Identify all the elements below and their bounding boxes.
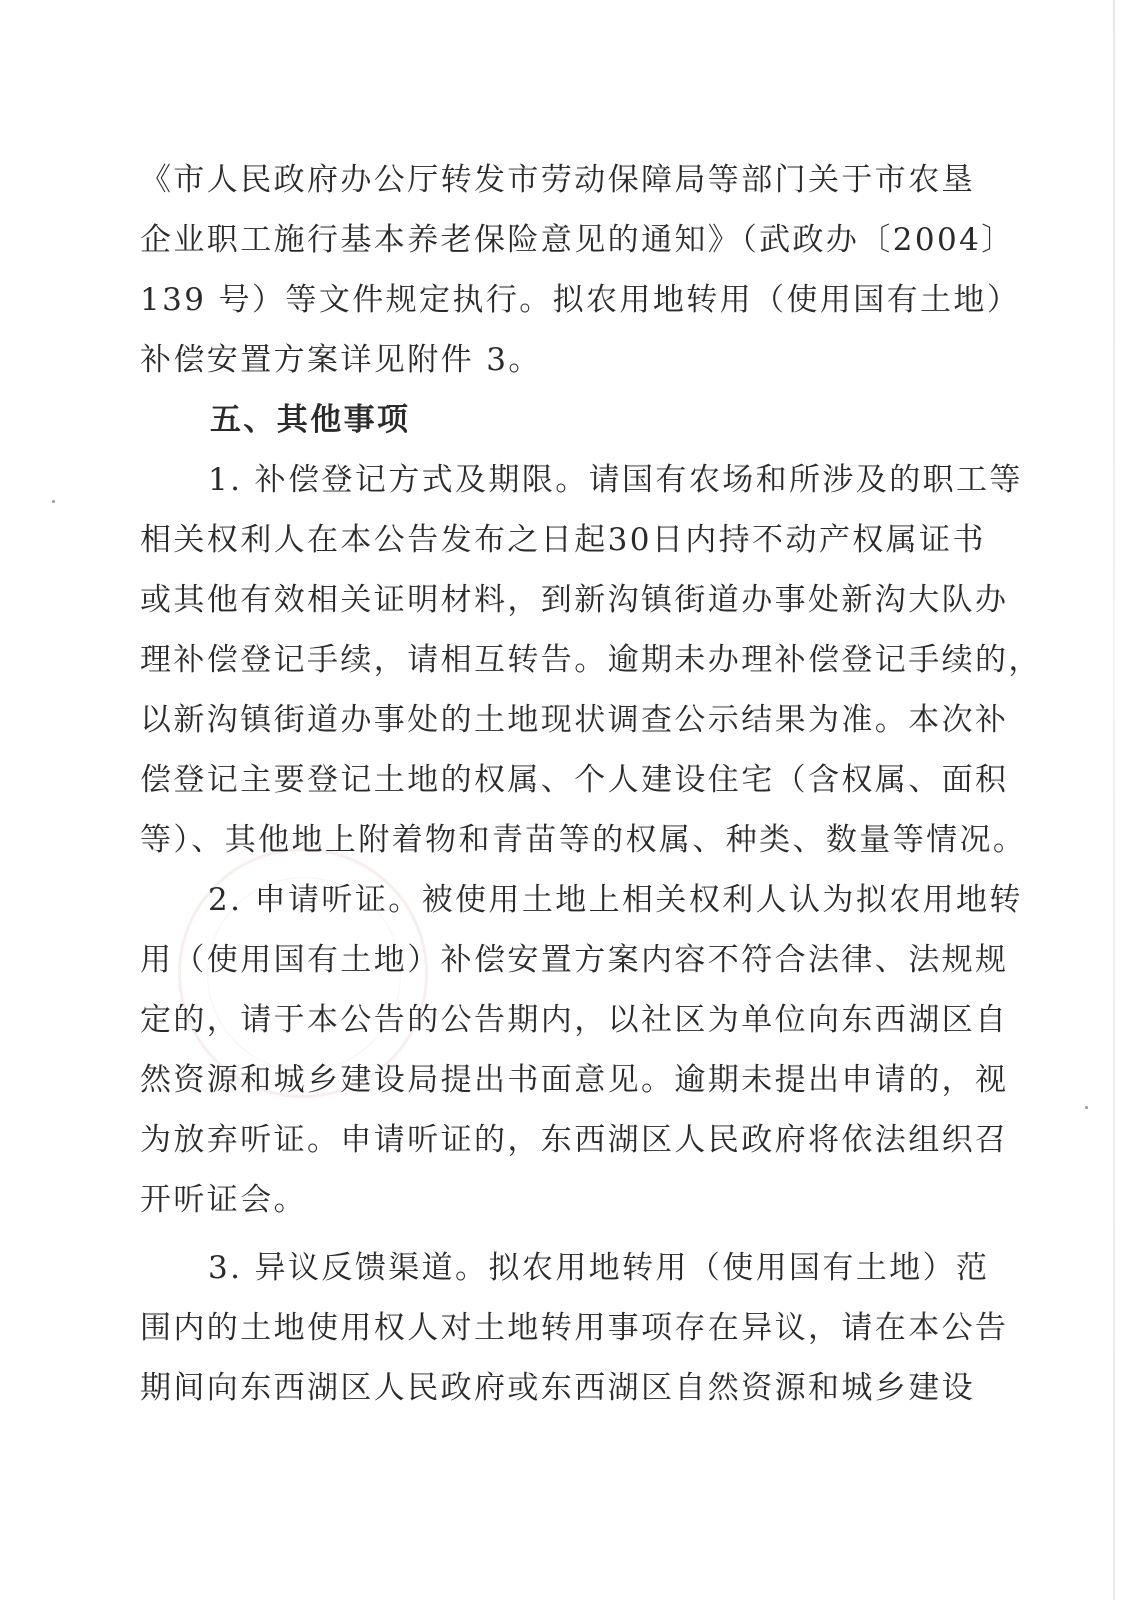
body-line: 补偿安置方案详见附件 3。 <box>140 342 542 378</box>
body-line: 偿登记主要登记土地的权属、个人建设住宅（含权属、面积 <box>140 762 1009 798</box>
paragraph-start-line: 1. 补偿登记方式及期限。请国有农场和所涉及的职工等 <box>208 462 1023 498</box>
scan-speck <box>52 500 55 503</box>
body-line: 开听证会。 <box>140 1182 307 1218</box>
body-line: 139 号）等文件规定执行。拟农用地转用（使用国有土地） <box>140 282 1021 318</box>
body-line: 然资源和城乡建设局提出书面意见。逾期未提出申请的，视 <box>140 1062 1009 1098</box>
paragraph-start-line: 3. 异议反馈渠道。拟农用地转用（使用国有土地）范 <box>208 1250 990 1286</box>
scan-speck <box>1085 1106 1088 1109</box>
body-line: 以新沟镇街道办事处的土地现状调查公示结果为准。本次补 <box>140 702 1009 738</box>
body-line: 用（使用国有土地）补偿安置方案内容不符合法律、法规规 <box>140 942 1009 978</box>
paragraph-start-line: 2. 申请听证。被使用土地上相关权利人认为拟农用地转 <box>208 882 1023 918</box>
body-line: 等）、其他地上附着物和青苗等的权属、种类、数量等情况。 <box>140 822 1027 858</box>
section-heading: 五、其他事项 <box>210 402 411 438</box>
body-line: 《市人民政府办公厅转发市劳动保障局等部门关于市农垦 <box>140 162 975 198</box>
body-line: 期间向东西湖区人民政府或东西湖区自然资源和城乡建设 <box>140 1370 975 1406</box>
body-line: 或其他有效相关证明材料，到新沟镇街道办事处新沟大队办 <box>140 582 1009 618</box>
scan-edge-shadow <box>1113 0 1115 1600</box>
body-line: 相关权利人在本公告发布之日起30日内持不动产权属证书 <box>140 522 986 558</box>
body-line: 理补偿登记手续，请相互转告。逾期未办理补偿登记手续的， <box>140 642 1042 678</box>
body-line: 围内的土地使用权人对土地转用事项存在异议，请在本公告 <box>140 1310 1009 1346</box>
document-body <box>140 150 1042 1418</box>
body-line: 定的，请于本公告的公告期内，以社区为单位向东西湖区自 <box>140 1002 1009 1038</box>
body-line: 为放弃听证。申请听证的，东西湖区人民政府将依法组织召 <box>140 1122 1009 1158</box>
body-line: 企业职工施行基本养老保险意见的通知》（武政办〔2004〕 <box>140 222 1015 258</box>
